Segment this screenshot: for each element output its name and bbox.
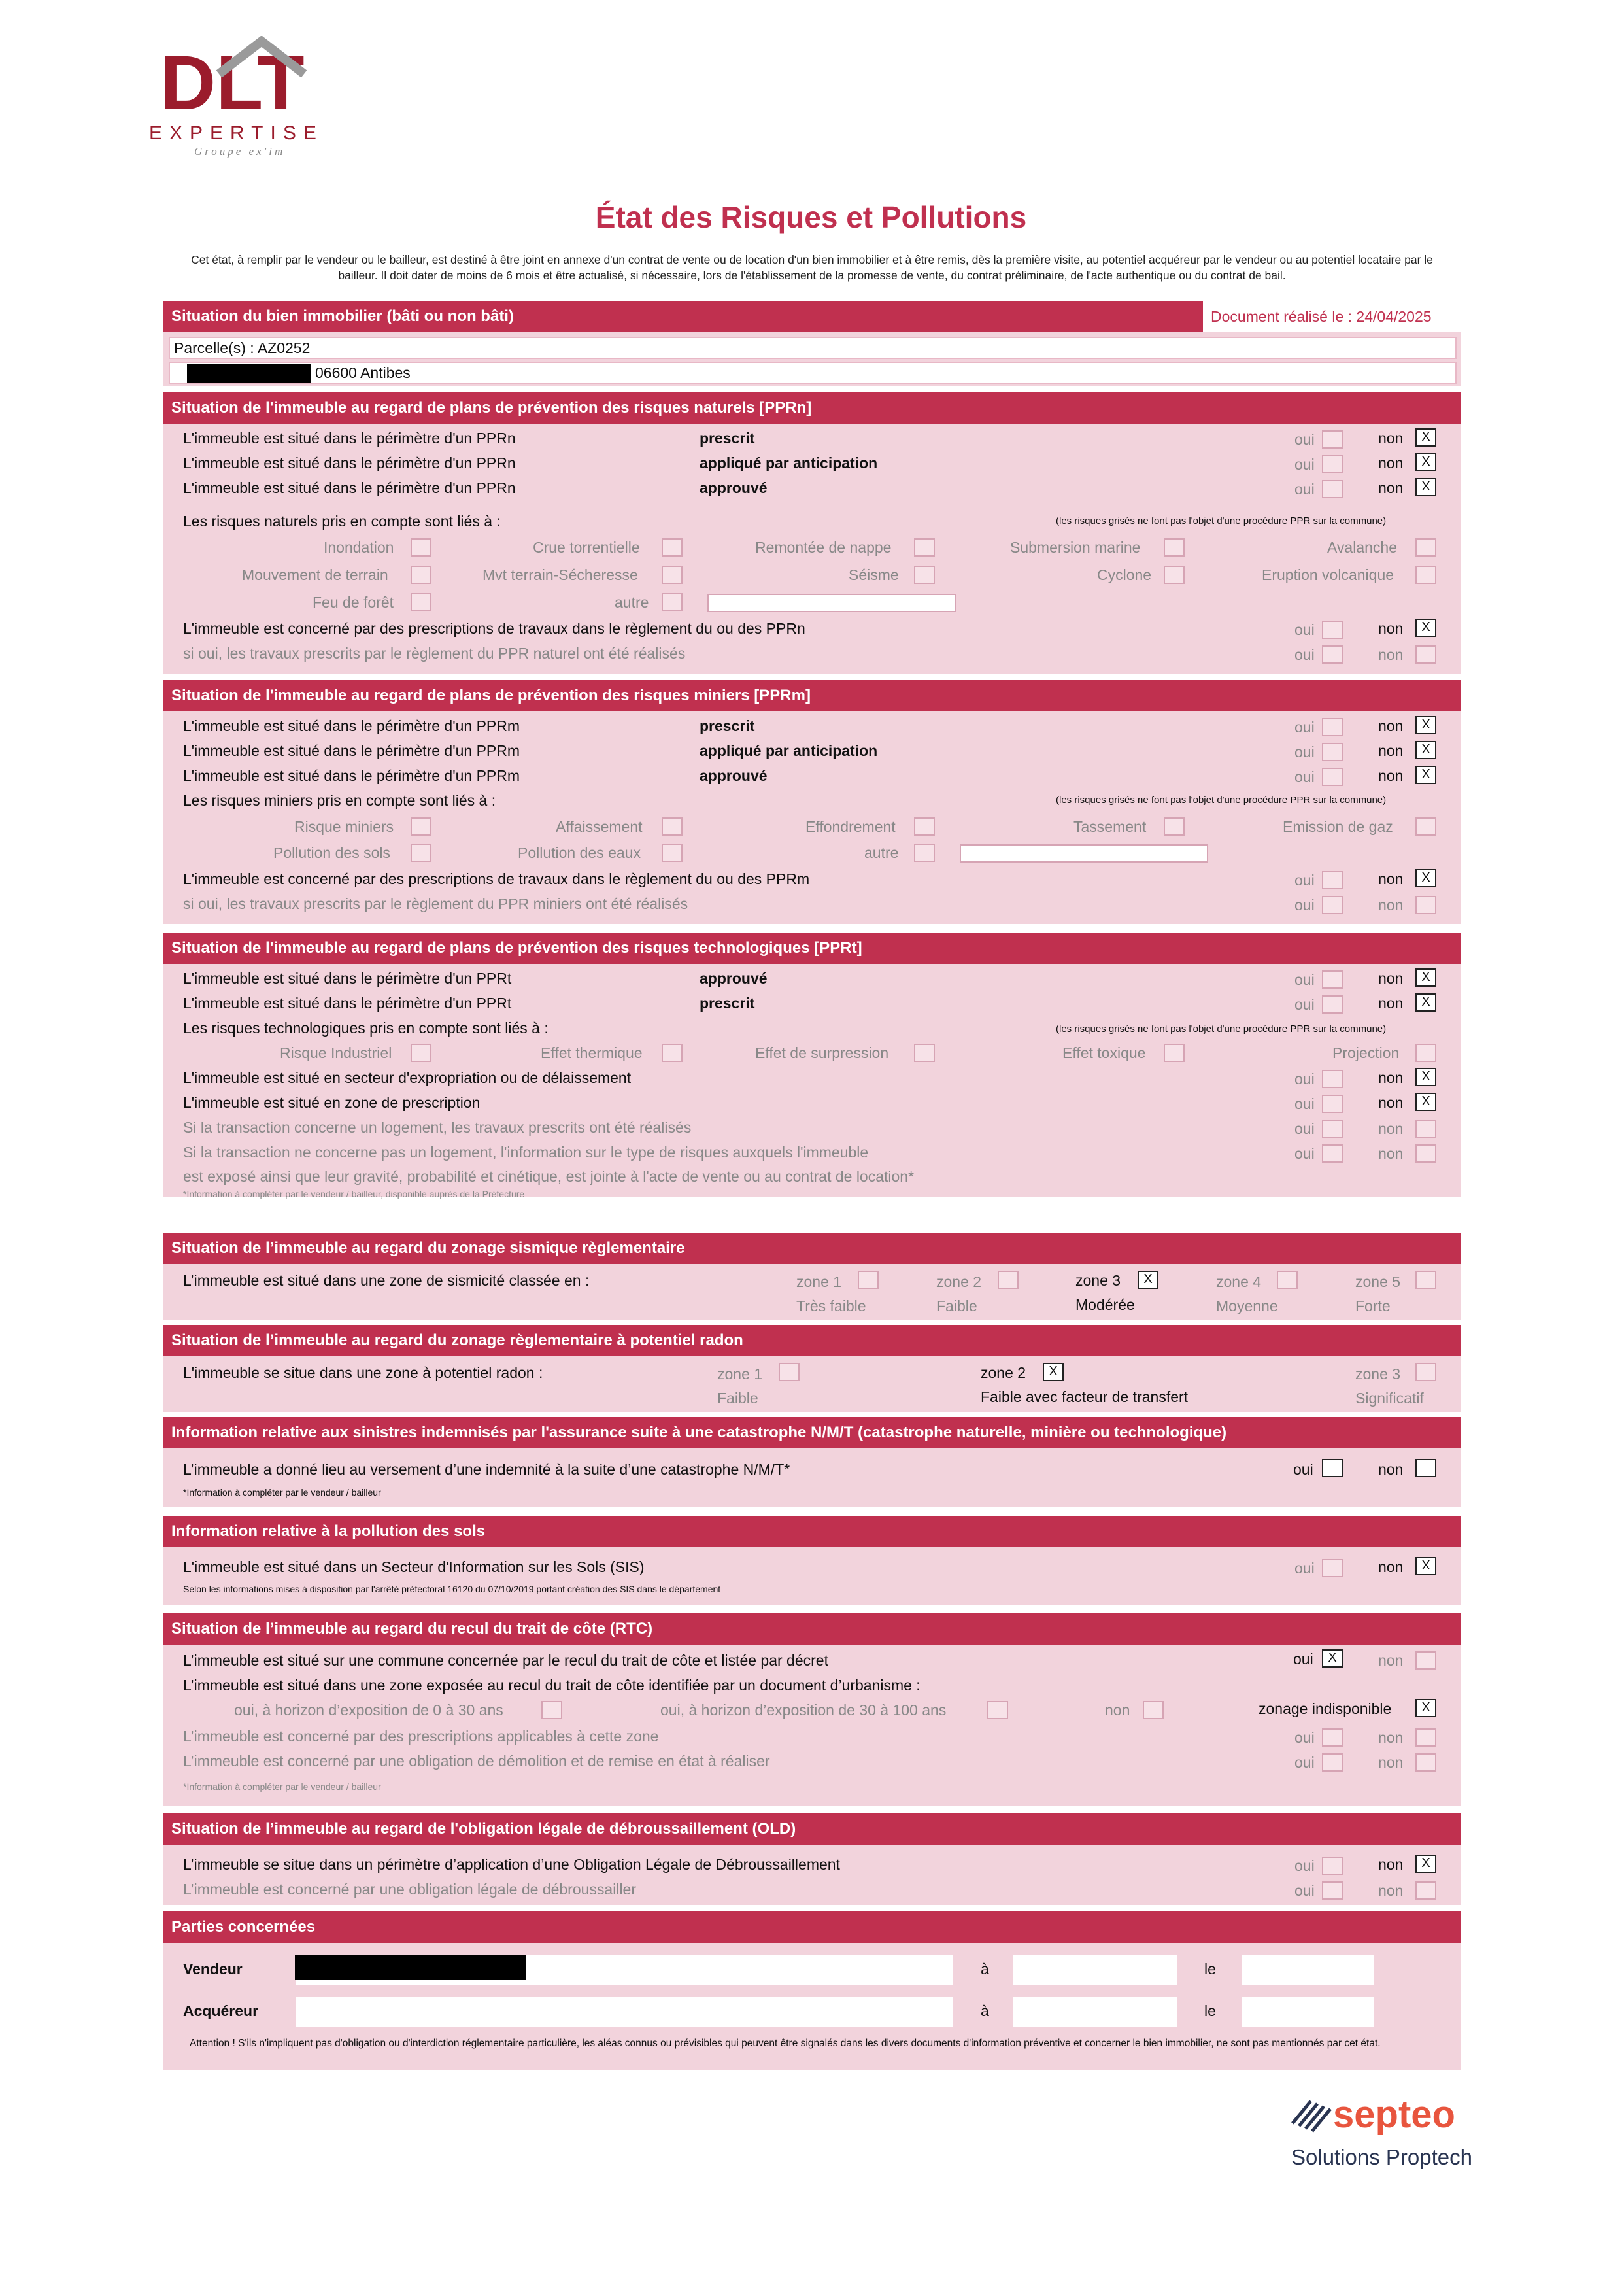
rtc-indisponible-checkbox[interactable]: X xyxy=(1415,1699,1436,1717)
document-date: Document réalisé le : 24/04/2025 xyxy=(1211,308,1432,325)
redacted-street xyxy=(187,364,311,383)
sismique-zone5-checkbox[interactable] xyxy=(1415,1271,1436,1289)
acquereur-lieu-field[interactable] xyxy=(1013,1997,1177,2027)
pprn-risks-label: Les risques naturels pris en compte sont liés à : xyxy=(183,513,501,530)
pprt-approuve-non-checkbox[interactable]: X xyxy=(1415,968,1436,987)
risk-pollution-eaux-checkbox[interactable] xyxy=(662,844,683,862)
situation-header: Situation du bien immobilier (bâti ou non bâti) xyxy=(163,301,1203,332)
parcelles-field[interactable]: Parcelle(s) : AZ0252 xyxy=(169,337,1457,359)
pprn-travaux-non-checkbox[interactable]: X xyxy=(1415,619,1436,637)
rtc-30-100-checkbox[interactable] xyxy=(987,1701,1008,1719)
risk-cyclone-checkbox[interactable] xyxy=(1164,566,1185,584)
situation-section xyxy=(163,301,1461,386)
risk-seisme-checkbox[interactable] xyxy=(914,566,935,584)
risk-avalanche-checkbox[interactable] xyxy=(1415,538,1436,557)
sismique-zone3-checkbox[interactable]: X xyxy=(1138,1271,1158,1289)
pprt-non-logement-non-checkbox[interactable] xyxy=(1415,1144,1436,1163)
parties-section: Parties concernées Vendeur à le Acquéreur à le Attention ! S'ils n'impliquent pas d'obligation ou d'interdiction réglementaire particulière, les aléas connus ou prévisibles qui peuvent être signalés dans les divers documents d'information préventive et concerner le bien immobilier, ne sont pas mentionnés par cet état. xyxy=(163,1911,1461,2070)
risk-effondrement-checkbox[interactable] xyxy=(914,817,935,836)
risk-surpression-checkbox[interactable] xyxy=(914,1044,935,1062)
sols-section: Information relative à la pollution des sols L'immeuble est situé dans un Secteur d'Information sur les Sols (SIS) oui non X Selon les informations mises à disposition par l'arrêté préfectoral 16120 du 07/10/2019 portant création des SIS dans le département xyxy=(163,1516,1461,1605)
old-obligation-oui-checkbox[interactable] xyxy=(1322,1881,1343,1900)
sinistres-non-checkbox[interactable] xyxy=(1415,1459,1436,1477)
acquereur-date-field[interactable] xyxy=(1242,1997,1374,2027)
septeo-brand: septeo xyxy=(1333,2093,1455,2136)
pprm-header: Situation de l'immeuble au regard de plans de prévention des risques miniers [PPRm] xyxy=(163,680,1461,711)
pprn-realises-oui-checkbox[interactable] xyxy=(1322,645,1343,664)
pprt-prescription-oui-checkbox[interactable] xyxy=(1322,1095,1343,1113)
radon-zone1-checkbox[interactable] xyxy=(779,1363,800,1381)
sinistres-oui-checkbox[interactable] xyxy=(1322,1459,1343,1477)
radon-section: Situation de l’immeuble au regard du zonage règlementaire à potentiel radon L'immeuble se situe dans une zone à potentiel radon : zone 1 Faible zone 2 X Faible avec facteur de transfert zone 3 Significatif xyxy=(163,1325,1461,1412)
pprm-approuve-non-checkbox[interactable]: X xyxy=(1415,766,1436,784)
sismique-zone2-checkbox[interactable] xyxy=(998,1271,1019,1289)
redacted-vendeur xyxy=(295,1955,526,1980)
sinistres-header: Information relative aux sinistres indemnisés par l'assurance suite à une catastrophe N/M/T (catastrophe naturelle, minière ou technologique) xyxy=(163,1417,1461,1448)
pprm-prescrit-oui-checkbox[interactable] xyxy=(1322,718,1343,736)
pprn-row-label: L'immeuble est situé dans le périmètre d'un PPRn xyxy=(183,454,516,471)
pprt-prescrit-oui-checkbox[interactable] xyxy=(1322,995,1343,1014)
address-field[interactable]: 06600 Antibes xyxy=(169,362,1457,384)
risk-crue-checkbox[interactable] xyxy=(662,538,683,557)
pprt-expropriation-oui-checkbox[interactable] xyxy=(1322,1070,1343,1088)
risk-tassement-checkbox[interactable] xyxy=(1164,817,1185,836)
acquereur-name-field[interactable] xyxy=(296,1997,953,2027)
risk-toxique-checkbox[interactable] xyxy=(1164,1044,1185,1062)
pprn-status: approuvé xyxy=(700,479,768,496)
septeo-stripes-icon xyxy=(1293,2101,1330,2131)
pprm-travaux-non-checkbox[interactable]: X xyxy=(1415,869,1436,887)
risk-thermique-checkbox[interactable] xyxy=(662,1044,683,1062)
pprn-travaux-realises-label: si oui, les travaux prescrits par le règlement du PPR naturel ont été réalisés xyxy=(183,645,686,662)
pprn-row-label: L'immeuble est situé dans le périmètre d'un PPRn xyxy=(183,430,516,447)
risk-submersion-checkbox[interactable] xyxy=(1164,538,1185,557)
pprn-anticipation-non-checkbox[interactable]: X xyxy=(1415,453,1436,471)
pprt-prescription-non-checkbox[interactable]: X xyxy=(1415,1093,1436,1111)
risk-autre-input[interactable] xyxy=(707,594,956,612)
sismique-header: Situation de l’immeuble au regard du zonage sismique règlementaire xyxy=(163,1233,1461,1264)
page-title: État des Risques et Pollutions xyxy=(595,200,1027,234)
intro-text: Cet état, à remplir par le vendeur ou le bailleur, est destiné à être joint en annexe d'un contrat de vente ou de location d'un bien immobilier et à être remis, dès la première visite, au potentiel acquéreur par le vendeur ou au potentiel locataire par le bailleur. Il doit dater de moins de 6 mois et être actualisé, si nécessaire, lors de l'établissement de la promesse de vente, du contrat préliminaire, de l'acte authentique ou du contrat de bail. xyxy=(191,253,1433,282)
pprm-prescrit-non-checkbox[interactable]: X xyxy=(1415,716,1436,734)
septeo-sub: Solutions Proptech xyxy=(1291,2145,1473,2169)
pprt-logement-non-checkbox[interactable] xyxy=(1415,1120,1436,1138)
pprn-realises-non-checkbox[interactable] xyxy=(1415,645,1436,664)
rtc-section: Situation de l’immeuble au regard du recul du trait de côte (RTC) L’immeuble est situé sur une commune concernée par le recul du trait de côte et listée par décret oui X non L’immeuble est situé dans une zone exposée au recul du trait de côte identifiée par un document d’urbanisme : oui, à horizon d’exposition de 0 à 30 ans oui, à horizon d’exposition de 30 à 100 ans non zonage indisponible X L’immeuble est concerné par des prescriptions applicables à cette zone oui non L’immeuble est concerné par une obligation de démolition et de remise en état à réaliser oui non *Information à compléter par le vendeur / bailleur xyxy=(163,1613,1461,1806)
rtc-demolition-non-checkbox[interactable] xyxy=(1415,1753,1436,1772)
parties-header: Parties concernées xyxy=(163,1911,1461,1943)
pprm-autre-input[interactable] xyxy=(960,844,1208,863)
risk-autre-checkbox[interactable] xyxy=(662,593,683,611)
risk-secheresse-checkbox[interactable] xyxy=(662,566,683,584)
risk-affaissement-checkbox[interactable] xyxy=(662,817,683,836)
sols-header: Information relative à la pollution des sols xyxy=(163,1516,1461,1547)
attention-note: Attention ! S'ils n'impliquent pas d'obligation ou d'interdiction réglementaire particulière, les aléas connus ou prévisibles qui peuvent être signalés dans les divers documents d'information préventive et concerner le bien immobilier, ne sont pas mentionnés par cet état. xyxy=(190,2038,1381,2049)
rtc-commune-non-checkbox[interactable] xyxy=(1415,1651,1436,1670)
risk-nappe-checkbox[interactable] xyxy=(914,538,935,557)
pprn-prescrit-non-checkbox[interactable]: X xyxy=(1415,428,1436,447)
pprn-anticipation-oui-checkbox[interactable] xyxy=(1322,455,1343,473)
pprm-travaux-oui-checkbox[interactable] xyxy=(1322,871,1343,889)
rtc-prescriptions-non-checkbox[interactable] xyxy=(1415,1728,1436,1747)
pprt-logement-oui-checkbox[interactable] xyxy=(1322,1120,1343,1138)
old-obligation-non-checkbox[interactable] xyxy=(1415,1881,1436,1900)
radon-zone3-checkbox[interactable] xyxy=(1415,1363,1436,1381)
dlt-expertise-logo xyxy=(141,36,356,167)
pprn-header: Situation de l'immeuble au regard de plans de prévention des risques naturels [PPRn] xyxy=(163,392,1461,424)
pprn-status: appliqué par anticipation xyxy=(700,454,878,471)
risk-industriel-checkbox[interactable] xyxy=(411,1044,431,1062)
pprn-travaux-label: L'immeuble est concerné par des prescriptions de travaux dans le règlement du ou des PPRn xyxy=(183,620,805,637)
pprn-approuve-oui-checkbox[interactable] xyxy=(1322,480,1343,498)
radon-zone2-checkbox[interactable]: X xyxy=(1043,1363,1064,1381)
vendeur-lieu-field[interactable] xyxy=(1013,1955,1177,1985)
pprn-status: prescrit xyxy=(700,430,755,447)
risk-mouvement-checkbox[interactable] xyxy=(411,566,431,584)
risk-gaz-checkbox[interactable] xyxy=(1415,817,1436,836)
sismique-zone4-checkbox[interactable] xyxy=(1277,1271,1298,1289)
pprn-row-label: L'immeuble est situé dans le périmètre d'un PPRn xyxy=(183,479,516,496)
old-header: Situation de l’immeuble au regard de l'obligation légale de débroussaillement (OLD) xyxy=(163,1813,1461,1845)
old-section: Situation de l’immeuble au regard de l'obligation légale de débroussaillement (OLD) L’immeuble se situe dans un périmètre d’application d’une Obligation Légale de Débroussaillement oui non X L’immeuble est concerné par une obligation légale de débroussailler oui non xyxy=(163,1813,1461,1905)
logo-brand: EXPERTISE xyxy=(149,122,324,144)
sinistres-section: Information relative aux sinistres indemnisés par l'assurance suite à une catastrophe N/M/T (catastrophe naturelle, minière ou technologique) L’immeuble a donné lieu au versement d’une indemnité à la suite d’une catastrophe N/M/T* oui non *Information à compléter par le vendeur / bailleur xyxy=(163,1417,1461,1507)
rtc-commune-oui-checkbox[interactable]: X xyxy=(1322,1649,1343,1668)
rtc-non-checkbox[interactable] xyxy=(1143,1701,1164,1719)
logo-tagline: Groupe ex'im xyxy=(194,145,286,158)
old-perimetre-non-checkbox[interactable]: X xyxy=(1415,1855,1436,1873)
sols-non-checkbox[interactable]: X xyxy=(1415,1557,1436,1575)
pprm-autre-checkbox[interactable] xyxy=(914,844,935,862)
vendeur-date-field[interactable] xyxy=(1242,1955,1374,1985)
sismique-zone1-checkbox[interactable] xyxy=(858,1271,879,1289)
rtc-0-30-checkbox[interactable] xyxy=(541,1701,562,1719)
pprn-approuve-non-checkbox[interactable]: X xyxy=(1415,478,1436,496)
pprm-section: Situation de l'immeuble au regard de plans de prévention des risques miniers [PPRm] L'immeuble est situé dans le périmètre d'un PPRm prescrit oui non X L'immeuble est situé dans le périmètre d'un PPRm appliqué par anticipation oui non X L'immeuble est situé dans le périmètre d'un PPRm approuvé oui non X Les risques miniers pris en compte sont liés à : (les risques grisés ne font pas l'objet d'une procédure PPR sur la commune) Risque miniers Affaissement Effondrement Tassement Emission de gaz Pollution des sols Pollution des eaux autre L'immeuble est concerné par des prescriptions de travaux dans le règlement du ou des PPRm oui non X si oui, les travaux prescrits par le règlement du PPR miniers ont été réalisés oui non xyxy=(163,680,1461,924)
risk-pollution-sols-checkbox[interactable] xyxy=(411,844,431,862)
pprn-section: Situation de l'immeuble au regard de plans de prévention des risques naturels [PPRn] L'immeuble est situé dans le périmètre d'un PPRn prescrit oui non X L'immeuble est situé dans le périmètre d'un PPRn appliqué par anticipation oui non X L'immeuble est situé dans le périmètre d'un PPRn approuvé oui non X Les risques naturels pris en compte sont liés à : (les risques grisés ne font pas l'objet d'une procédure PPR sur la commune) Inondation Crue torrentielle Remontée de nappe Submersion marine Avalanche Mouvement de terrain Mvt terrain-Sécheresse Séisme Cyclone Eruption volcanique Feu de forêt autre L'immeuble est concerné par des prescriptions de travaux dans le règlement du ou des PPRn oui non X si oui, les travaux prescrits par le règlement du PPR naturel ont été réalisés oui non xyxy=(163,392,1461,674)
risk-miniers-checkbox[interactable] xyxy=(411,817,431,836)
pprt-expropriation-non-checkbox[interactable]: X xyxy=(1415,1068,1436,1086)
radon-header: Situation de l’immeuble au regard du zonage règlementaire à potentiel radon xyxy=(163,1325,1461,1356)
pprm-realises-oui-checkbox[interactable] xyxy=(1322,896,1343,914)
pprm-approuve-oui-checkbox[interactable] xyxy=(1322,768,1343,786)
risk-eruption-checkbox[interactable] xyxy=(1415,566,1436,584)
rtc-prescriptions-oui-checkbox[interactable] xyxy=(1322,1728,1343,1747)
risk-inondation-checkbox[interactable] xyxy=(411,538,431,557)
old-perimetre-oui-checkbox[interactable] xyxy=(1322,1857,1343,1875)
pprm-anticipation-non-checkbox[interactable]: X xyxy=(1415,741,1436,759)
logo-letters: DLT xyxy=(160,40,305,126)
pprn-prescrit-oui-checkbox[interactable] xyxy=(1322,430,1343,449)
rtc-header: Situation de l’immeuble au regard du recul du trait de côte (RTC) xyxy=(163,1613,1461,1645)
pprm-realises-non-checkbox[interactable] xyxy=(1415,896,1436,914)
grise-note: (les risques grisés ne font pas l'objet d'une procédure PPR sur la commune) xyxy=(1056,515,1387,526)
sols-oui-checkbox[interactable] xyxy=(1322,1559,1343,1577)
pprm-anticipation-oui-checkbox[interactable] xyxy=(1322,743,1343,761)
vendeur-name-field[interactable] xyxy=(296,1955,953,1985)
sismique-section: Situation de l’immeuble au regard du zonage sismique règlementaire L’immeuble est situé dans une zone de sismicité classée en : zone 1 Très faible zone 2 Faible zone 3 X Modérée zone 4 Moyenne zone 5 Forte xyxy=(163,1233,1461,1320)
pprt-section: Situation de l'immeuble au regard de plans de prévention des risques technologiques [PPRt] L'immeuble est situé dans le périmètre d'un PPRt approuvé oui non X L'immeuble est situé dans le périmètre d'un PPRt prescrit oui non X Les risques technologiques pris en compte sont liés à : (les risques grisés ne font pas l'objet d'une procédure PPR sur la commune) Risque Industriel Effet thermique Effet de surpression Effet toxique Projection L'immeuble est situé en secteur d'expropriation ou de délaissement oui non X L'immeuble est situé en zone de prescription oui non X Si la transaction concerne un logement, les travaux prescrits ont été réalisés oui non Si la transaction ne concerne pas un logement, l'information sur le type de risques auxquels l'immeuble oui non est exposé ainsi que leur gravité, probabilité et cinétique, est jointe à l'acte de vente ou au contrat de location* *Information à compléter par le vendeur / bailleur, disponible auprès de la Préfecture xyxy=(163,933,1461,1197)
pprt-approuve-oui-checkbox[interactable] xyxy=(1322,970,1343,989)
risk-projection-checkbox[interactable] xyxy=(1415,1044,1436,1062)
risk-form xyxy=(163,301,1461,2066)
pprt-non-logement-oui-checkbox[interactable] xyxy=(1322,1144,1343,1163)
risk-feu-checkbox[interactable] xyxy=(411,593,431,611)
rtc-demolition-oui-checkbox[interactable] xyxy=(1322,1753,1343,1772)
pprt-prescrit-non-checkbox[interactable]: X xyxy=(1415,993,1436,1012)
pprn-travaux-oui-checkbox[interactable] xyxy=(1322,621,1343,639)
pprt-header: Situation de l'immeuble au regard de plans de prévention des risques technologiques [PPRt] xyxy=(163,933,1461,964)
septeo-logo xyxy=(1291,2089,1507,2174)
